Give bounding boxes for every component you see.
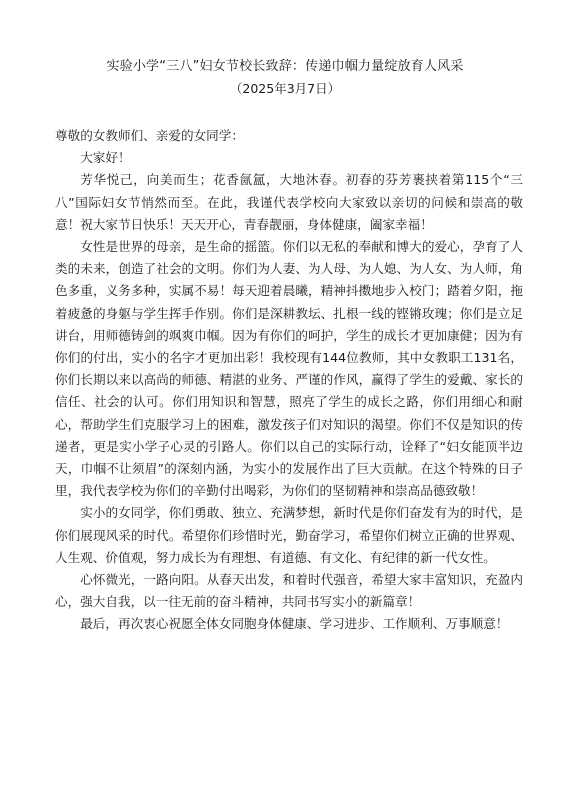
salutation: 尊敬的女教师们、亲爱的女同学：: [55, 128, 244, 143]
document-date: （2025年3月7日）: [229, 81, 341, 96]
paragraph-tribute-teachers: 女性是世界的母亲，是生命的摇篮。你们以无私的奉献和博大的爱心，孕育了人类的未来，创造了社会的文明。你们为人妻、为人母、为人媳、为人女、为人师，角色多重，义务多种，实属不易！每天迎着晨曦，精神抖擞地步入校门；踏着夕阳，拖着疲惫的身躯与学生挥手作别。你们是深耕教坛、扎根一线的铿锵玫瑰；你们是立足讲台，用师德铸剑的飒爽巾帼。因为有你们的呵护，学生的成长才更加康健；因为有你们的付出，实小的名字才更加出彩！我校现有144位教师，其中女教职工131名，你们长期以来以高尚的师德、精湛的业务、严谨的作风，赢得了学生的爱戴、家长的信任、社会的认可。你们用知识和智慧，照亮了学生的成长之路，你们用细心和耐心，帮助学生们克服学习上的困难，激发孩子们对知识的渴望。你们不仅是知识的传递者，更是实小学子心灵的引路人。你们以自己的实际行动，诠释了“妇女能顶半边天，巾帼不让须眉”的深刻内涵，为实小的发展作出了巨大贡献。在这个特殊的日子里，我代表学校为你们的辛勤付出喝彩，为你们的坚韧精神和崇高品德致敬！: [55, 239, 523, 499]
document-body: [55, 125, 523, 636]
paragraph-greeting: 大家好！: [80, 150, 131, 166]
paragraph-encouragement: 心怀微光，一路向阳。从春天出发，和着时代强音，希望大家丰富知识，充盈内心，强大自我，以一往无前的奋斗精神，共同书写实小的新篇章！: [55, 572, 523, 610]
document-title: 实验小学“三八”妇女节校长致辞：传递巾帼力量绽放育人风采: [106, 59, 464, 74]
paragraph-female-students: 实小的女同学，你们勇敢、独立、充满梦想，新时代是你们奋发有为的时代，是你们展现风采的时代。希望你们珍惜时光，勤奋学习，希望你们树立正确的世界观、人生观、价值观，努力成长为有理想、有道德、有文化、有纪律的新一代女性。: [55, 505, 523, 565]
paragraph-closing: 最后，再次衷心祝愿全体女同胞身体健康、学习进步、工作顺利、万事顺意！: [80, 616, 509, 632]
paragraph-opening: 芳华悦己，向美而生；花香氤氲，大地沐春。初春的芬芳裹挟着第115个“三八”国际妇女节悄然而至。在此，我谨代表学校向大家致以亲切的问候和崇高的敬意！祝大家节日快乐！天天开心，青春靓丽，身体健康，阖家幸福！: [55, 172, 523, 232]
